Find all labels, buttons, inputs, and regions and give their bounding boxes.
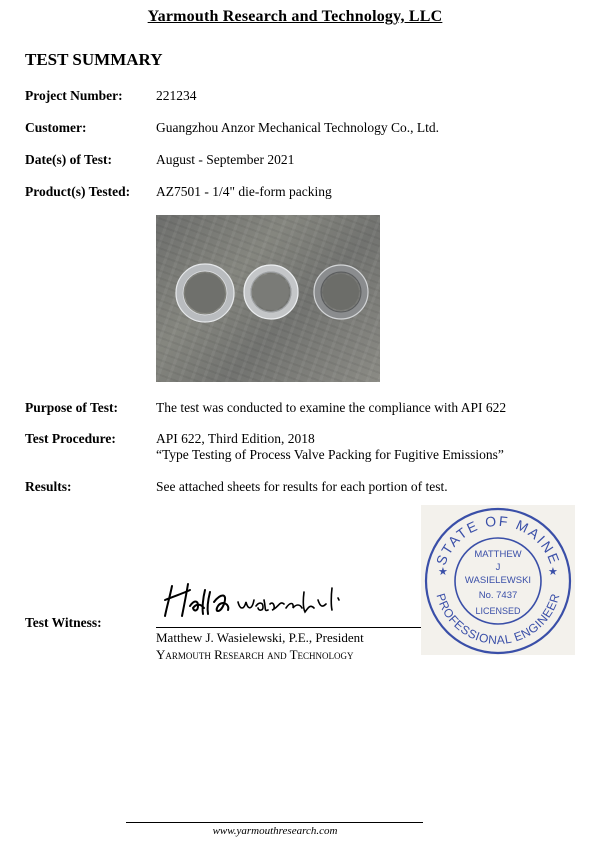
product-photo: [156, 215, 380, 382]
seal-star-right-icon: ★: [548, 566, 558, 578]
results-label: Results:: [25, 479, 72, 494]
dates-label: Date(s) of Test:: [25, 152, 112, 167]
procedure-line-2: “Type Testing of Process Valve Packing for Fugitive Emissions”: [156, 447, 504, 462]
packing-ring-right: [314, 265, 368, 319]
seal-graphic: [421, 505, 575, 655]
products-value: AZ7501 - 1/4" die-form packing: [156, 184, 332, 199]
procedure-line-1: API 622, Third Edition, 2018: [156, 431, 315, 446]
footer-website-link[interactable]: www.yarmouthresearch.com: [212, 825, 338, 837]
seal-top-arc: STATE OF MAINE: [432, 512, 564, 568]
witness-company: Yarmouth Research and Technology: [156, 647, 354, 662]
seal-bottom-arc: PROFESSIONAL ENGINEER: [433, 591, 563, 648]
seal-name-line-1: MATTHEW: [474, 549, 522, 560]
customer-value: Guangzhou Anzor Mechanical Technology Co., Ltd.: [156, 120, 439, 135]
pe-seal: [421, 505, 575, 655]
procedure-label: Test Procedure:: [25, 431, 116, 446]
page-title: TEST SUMMARY: [25, 50, 163, 69]
seal-number: No. 7437: [478, 590, 518, 601]
seal-name-line-2: J: [495, 562, 501, 573]
packing-rings-image: [156, 215, 380, 382]
handwritten-signature: [160, 578, 360, 622]
results-value: See attached sheets for results for each portion of test.: [156, 479, 448, 494]
packing-ring-left: [176, 264, 234, 322]
signature-line: [156, 627, 421, 628]
products-label: Product(s) Tested:: [25, 184, 131, 199]
purpose-value: The test was conducted to examine the compliance with API 622: [156, 400, 507, 415]
seal-licensed: LICENSED: [475, 606, 521, 616]
procedure-value: [156, 431, 586, 463]
footer-divider: [126, 822, 423, 823]
company-header: Yarmouth Research and Technology, LLC: [147, 8, 443, 25]
project-number-label: Project Number:: [25, 88, 123, 103]
test-witness-label: Test Witness:: [25, 615, 102, 630]
seal-name-line-3: WASIELEWSKI: [464, 575, 532, 586]
packing-ring-middle: [244, 265, 298, 319]
seal-star-left-icon: ★: [438, 566, 448, 578]
witness-name: Matthew J. Wasielewski, P.E., President: [156, 630, 364, 645]
project-number-value: 221234: [156, 88, 197, 103]
customer-label: Customer:: [25, 120, 87, 135]
purpose-label: Purpose of Test:: [25, 400, 119, 415]
dates-value: August - September 2021: [156, 152, 295, 167]
